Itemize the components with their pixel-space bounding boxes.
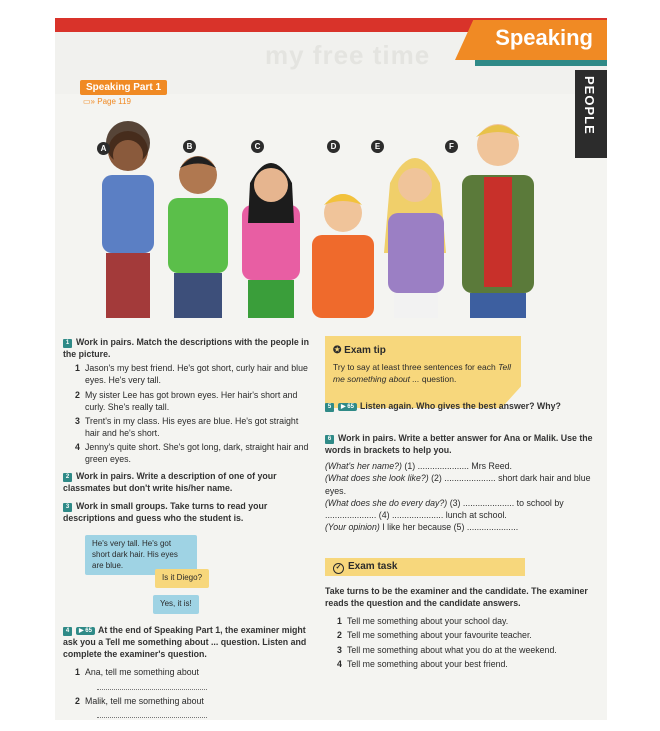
item-number: 2: [75, 695, 80, 706]
exam-task-heading: [333, 561, 397, 574]
person-a: [102, 121, 154, 318]
exam-tip-text-end: question.: [421, 373, 457, 384]
item-text: Tell me something about your favourite teacher.: [347, 630, 532, 641]
item-number: 1: [75, 363, 80, 374]
exercise-number: 5: [325, 403, 334, 412]
exercise-1: [63, 336, 313, 465]
exercise-6: [325, 432, 605, 533]
speaking-teal-band: [475, 60, 607, 66]
speech-bubble-answer: Yes, it is!: [153, 595, 199, 614]
exercise-5-text: Listen again. Who gives the best answer? Why?: [359, 401, 561, 411]
exam-tip-text-start: Try to say at least three sentences for each: [333, 362, 496, 372]
gap-text: (3) ..................... to school by ..................... (4) ..................... lunch at school.: [325, 497, 564, 520]
gap-line[interactable]: [325, 497, 605, 521]
letter-e: E: [371, 140, 384, 153]
blank-line[interactable]: [97, 710, 207, 718]
item-text: Tell me something about your best friend.: [347, 658, 508, 669]
gap-line[interactable]: [325, 472, 605, 496]
item-text: Ana, tell me something about: [85, 667, 199, 678]
gap-line[interactable]: [325, 460, 605, 472]
item-number: 3: [337, 644, 342, 655]
item-text: Jenny's quite short. She's got long, dark, straight hair and green eyes.: [85, 442, 309, 465]
exercise-4-instruction: [63, 624, 313, 660]
person-d: [312, 194, 374, 318]
section-title: Speaking: [495, 25, 593, 50]
speech-bubble-question: Is it Diego?: [155, 569, 209, 588]
gap-prompt: (What does she do every day?): [325, 497, 448, 508]
answer-line[interactable]: [63, 709, 313, 720]
audio-icon[interactable]: ▶ 65: [76, 627, 95, 635]
item-text: Tell me something about what you do at the weekend.: [347, 644, 557, 655]
exercise-number: 2: [63, 473, 72, 482]
list-item: [325, 615, 605, 627]
exam-tip-heading: [333, 345, 386, 356]
exam-tip-title: Exam tip: [344, 345, 386, 356]
letter-c: C: [251, 140, 264, 153]
exercise-number: 3: [63, 503, 72, 512]
exercise-6-instruction: [325, 432, 605, 456]
gap-prompt: (Your opinion): [325, 521, 380, 532]
letter-b: B: [183, 140, 196, 153]
gap-text: (2) ..................... short dark hair and blue eyes.: [325, 473, 591, 496]
exam-task: [325, 585, 605, 670]
ghost-title: my free time: [265, 40, 431, 70]
textbook-page: [55, 18, 607, 720]
item-number: 4: [337, 658, 342, 669]
book-icon: ▭»: [83, 97, 98, 106]
list-item: [63, 362, 313, 386]
lightbulb-icon: ✪: [333, 345, 345, 356]
item-number: 3: [75, 415, 80, 426]
exercise-number: 1: [63, 339, 72, 348]
people-illustration: [90, 113, 590, 318]
list-item: [63, 389, 313, 413]
list-item: [325, 658, 605, 670]
people-side-label: PEOPLE: [582, 76, 597, 135]
list-item: [63, 441, 313, 465]
list-item: [325, 644, 605, 656]
gap-line[interactable]: [325, 521, 605, 533]
exercise-2-text: Work in pairs. Write a description of one of your classmates but don't write his/her name.: [63, 471, 277, 494]
blank-line[interactable]: [97, 682, 207, 690]
person-e: [384, 158, 446, 318]
person-c: [242, 163, 300, 318]
part-label: Speaking Part 1: [80, 80, 167, 95]
exam-tip-text: [333, 362, 513, 386]
person-b: [168, 156, 228, 318]
exercise-3: [63, 500, 313, 524]
answer-line[interactable]: [63, 681, 313, 693]
exam-task-title: Exam task: [348, 561, 398, 572]
list-item: [63, 415, 313, 439]
item-number: 4: [75, 442, 80, 452]
exercise-4: [63, 624, 313, 720]
page-ref: [83, 97, 131, 106]
exercise-number: 6: [325, 435, 334, 444]
exercise-3-text: Work in small groups. Take turns to read your descriptions and guess who the student is.: [63, 501, 268, 524]
audio-track: 65: [347, 404, 354, 410]
item-number: 1: [337, 616, 342, 627]
speech-bubble-description: He's very tall. He's got short dark hair. His eyes are blue.: [85, 535, 197, 575]
list-item: [63, 695, 313, 707]
letter-d: D: [327, 140, 340, 153]
exercise-1-text: Work in pairs. Match the descriptions with the people in the picture.: [63, 337, 309, 360]
person-f: [462, 124, 534, 318]
list-item: [325, 629, 605, 641]
exercise-6-text: Work in pairs. Write a better answer for Ana or Malik. Use the words in brackets to help you.: [325, 433, 593, 456]
exercise-4-text: At the end of Speaking Part 1, the examiner might ask you a Tell me something about ... question. Listen and complete the examiner's question.: [63, 625, 307, 660]
item-number: 2: [75, 389, 80, 400]
exercise-2: [63, 470, 313, 494]
item-text: Malik, tell me something about: [85, 695, 204, 706]
exercise-5: [325, 400, 605, 412]
item-number: 2: [337, 630, 342, 641]
list-item: [63, 666, 313, 678]
check-icon: ✓: [333, 563, 344, 574]
item-text: Tell me something about your school day.: [347, 616, 509, 627]
letter-f: F: [445, 140, 458, 153]
exam-task-intro: Take turns to be the examiner and the candidate. The examiner reads the question and the candidate answers.: [325, 586, 588, 609]
item-number: 1: [75, 667, 80, 678]
exam-tip-text-italic: Tell me something about ...: [333, 362, 511, 384]
exercise-1-instruction: [63, 336, 313, 360]
gap-prompt: (What's her name?): [325, 461, 402, 472]
item-text: Jason's my best friend. He's got short, curly hair and blue eyes. He's very tall.: [85, 363, 308, 386]
gap-text: I like her because (5) .....................: [382, 521, 519, 532]
gap-prompt: (What does she look like?): [325, 473, 429, 484]
item-text: My sister Lee has got brown eyes. Her hair's short and curly. She's really tall.: [85, 389, 298, 412]
audio-track: 65: [85, 628, 92, 634]
item-text: Trent's in my class. His eyes are blue. He's got straight hair and he's short.: [85, 415, 299, 438]
letter-a: A: [97, 142, 110, 155]
gap-text: (1) ..................... Mrs Reed.: [404, 461, 512, 472]
audio-icon[interactable]: ▶ 65: [338, 403, 357, 411]
page-ref-text: Page 119: [97, 97, 131, 106]
exercise-number: 4: [63, 627, 72, 636]
